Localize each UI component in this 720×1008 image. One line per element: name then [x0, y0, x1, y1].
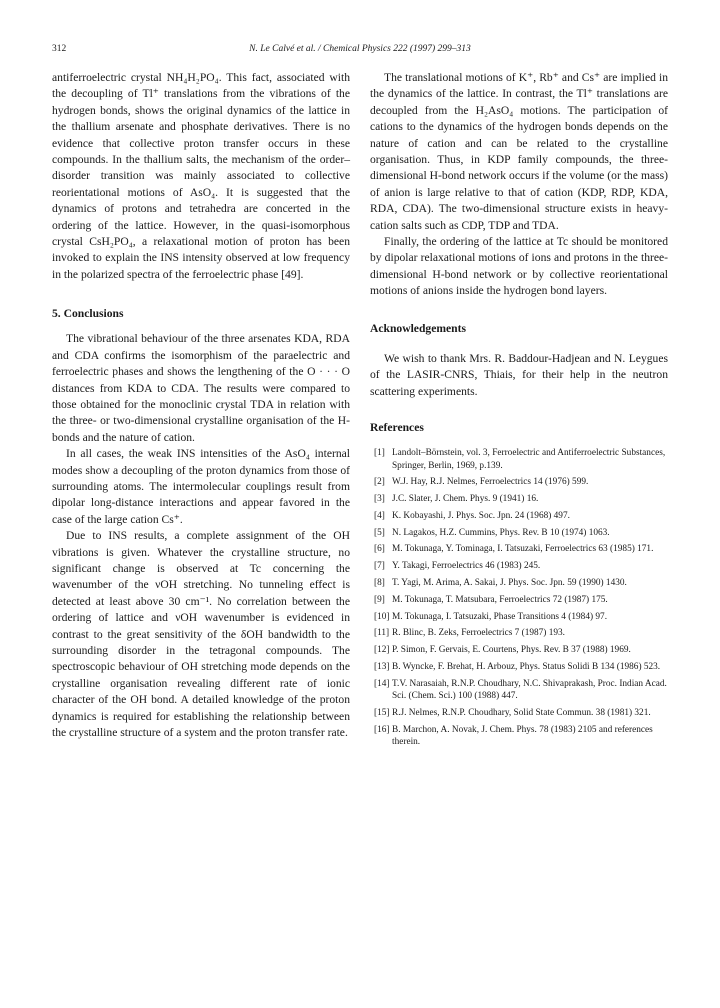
left-column — [52, 70, 350, 741]
reference-item — [370, 527, 668, 540]
acknowledgements-heading: Acknowledgements — [370, 321, 466, 335]
reference-number: [6] — [374, 544, 385, 555]
reference-item — [370, 493, 668, 506]
reference-item — [370, 476, 668, 489]
reference-text: N. Lagakos, H.Z. Cummins, Phys. Rev. B 10 (1974) 1063. — [392, 527, 610, 538]
reference-item — [370, 560, 668, 573]
page-number: 312 — [52, 44, 67, 54]
reference-text: M. Tokunaga, Y. Tominaga, I. Tatsuzaki, Ferroelectrics 63 (1985) 171. — [392, 544, 654, 555]
reference-item — [370, 661, 668, 674]
reference-number: [13] — [374, 661, 390, 672]
running-header — [52, 44, 668, 58]
reference-number: [15] — [374, 708, 390, 719]
reference-number: [1] — [374, 447, 385, 458]
reference-item — [370, 707, 668, 720]
reference-number: [5] — [374, 527, 385, 538]
conclusions-paragraph: Due to INS results, a complete assignment of the OH vibrations is given. Whatever the crystalline structure, no significant change is observed at Tc concerning the wavenumber of the νOH stretching. No tunneling effect is detected at least above 30 cm⁻¹. No correlation between the ordering of lattice and νOH wavenumber is evidenced in contrast to the great sensitivity of the δOH bandwidth to the surrounding disorder in the tetragonal compounds. The spectroscopic behaviour of OH stretching mode depends on the crystalline organisation revealing different rate of ionic character of the OH bond. A detailed knowledge of the proton dynamics is required for establishing the relationship between the crystalline structure of a system and the proton transfer rate. — [52, 529, 350, 740]
body-paragraph: Finally, the ordering of the lattice at Tc should be monitored by dipolar relaxational motions of ions and protons in the three-dimensional H-bond network or by collective reorientational motions of anions inside the hydrogen bond layers. — [370, 235, 668, 298]
acknowledgements-text: We wish to thank Mrs. R. Baddour-Hadjean and N. Leygues of the LASIR-CNRS, Thiais, for their help in the neutron scattering experiments. — [370, 351, 668, 398]
reference-text: J.C. Slater, J. Chem. Phys. 9 (1941) 16. — [392, 494, 539, 505]
reference-list — [370, 447, 668, 749]
reference-item — [370, 543, 668, 556]
reference-number: [12] — [374, 645, 390, 656]
reference-text: T.V. Narasaiah, R.N.P. Choudhary, N.C. Shivaprakash, Proc. Indian Acad. Sci. (Chem. Sci.) 100 (1988) 447. — [392, 678, 667, 702]
conclusions-paragraph: In all cases, the weak INS intensities of the AsO₄ internal modes show a decoupling of the proton dynamics from those of surrounding atoms. The intermolecular couplings result from dipolar long-distance interactions and appear favored in the case of the large cation Cs⁺. — [52, 447, 350, 526]
reference-number: [2] — [374, 477, 385, 488]
reference-number: [16] — [374, 724, 390, 735]
reference-text: Y. Takagi, Ferroelectrics 46 (1983) 245. — [392, 561, 541, 572]
references-heading: References — [370, 420, 424, 434]
reference-item — [370, 678, 668, 703]
reference-number: [11] — [374, 628, 390, 639]
reference-text: Landolt–Börnstein, vol. 3, Ferroelectric and Antiferroelectric Substances, Springer, Berlin, 1969, p.139. — [392, 447, 666, 471]
reference-text: M. Tokunaga, I. Tatsuzaki, Phase Transitions 4 (1984) 97. — [392, 611, 608, 622]
reference-text: B. Wyncke, F. Brehat, H. Arbouz, Phys. Status Solidi B 134 (1986) 523. — [392, 661, 661, 672]
intro-paragraph: antiferroelectric crystal NH₄H₂PO₄. This fact, associated with the decoupling of Tl⁺ translations from the vibrations of the hydrogen bonds, shows the original dynamics of the lattice in the thallium arsenate and phosphate derivatives. There is no evidence that collective proton transfer occurs in these compounds. In the thallium salts, the mechanism of the order–disorder transition was mainly associated to collective reorientational motions of AsO₄. It is suggested that the dynamics of protons and tetrahedra are concerted in the ordering of the lattice. However, in the quasi-isomorphous crystal CsH₂PO₄, a relaxational motion of proton has been invoked to explain the INS intensity observed at low frequency in the polarized spectra of the ferroelectric phase [49]. — [52, 71, 350, 281]
reference-text: R.J. Nelmes, R.N.P. Choudhary, Solid State Commun. 38 (1981) 321. — [392, 708, 651, 719]
reference-number: [3] — [374, 494, 385, 505]
reference-item — [370, 594, 668, 607]
conclusions-paragraph: The vibrational behaviour of the three arsenates KDA, RDA and CDA confirms the isomorphism of the paraelectric and ferroelectric phases and shows the lengthening of the O · · · O distances from KDA to CDA. The results were compared to those obtained for the monoclinic crystal TDA in relation with the three- or two-dimensional crystalline organisation of the H-bonds and the nature of cation. — [52, 332, 350, 444]
reference-text: P. Simon, F. Gervais, E. Courtens, Phys. Rev. B 37 (1988) 1969. — [392, 645, 631, 656]
reference-text: R. Blinc, B. Zeks, Ferroelectrics 7 (1987) 193. — [392, 628, 565, 639]
body-paragraph: The translational motions of K⁺, Rb⁺ and Cs⁺ are implied in the dynamics of the lattice. In contrast, the Tl⁺ translations are decoupled from the H₂AsO₄ motions. The participation of cations to the dynamics of the hydrogen bonds depends on the nature of cation and can be related to the crystalline organisation. Thus, in KDP family compounds, the three-dimensional H-bond network occurs if the volume (or the mass) of anion is large relative to that of cation (KDP, RDP, KDA, RDA, CDA). The two-dimensional structure exists in heavy-cation salts such as CDP, TDP and TDA. — [370, 71, 668, 232]
reference-item — [370, 577, 668, 590]
reference-item — [370, 510, 668, 523]
reference-item — [370, 627, 668, 640]
reference-number: [7] — [374, 561, 385, 572]
running-title: N. Le Calvé et al. / Chemical Physics 222 (1997) 299–313 — [249, 44, 471, 54]
reference-number: [4] — [374, 510, 385, 521]
reference-text: B. Marchon, A. Novak, J. Chem. Phys. 78 (1983) 2105 and references therein. — [392, 724, 653, 748]
reference-item — [370, 644, 668, 657]
reference-number: [9] — [374, 594, 385, 605]
reference-text: M. Tokunaga, T. Matsubara, Ferroelectrics 72 (1987) 175. — [392, 594, 608, 605]
reference-text: K. Kobayashi, J. Phys. Soc. Jpn. 24 (1968) 497. — [392, 510, 570, 521]
reference-number: [10] — [374, 611, 390, 622]
conclusions-heading: 5. Conclusions — [52, 307, 124, 321]
reference-item — [370, 611, 668, 624]
reference-item — [370, 724, 668, 749]
reference-item — [370, 447, 668, 472]
reference-number: [14] — [374, 678, 390, 689]
right-column — [370, 70, 668, 753]
reference-number: [8] — [374, 577, 385, 588]
reference-text: T. Yagi, M. Arima, A. Sakai, J. Phys. Soc. Jpn. 59 (1990) 1430. — [392, 577, 627, 588]
reference-text: W.J. Hay, R.J. Nelmes, Ferroelectrics 14 (1976) 599. — [392, 477, 589, 488]
